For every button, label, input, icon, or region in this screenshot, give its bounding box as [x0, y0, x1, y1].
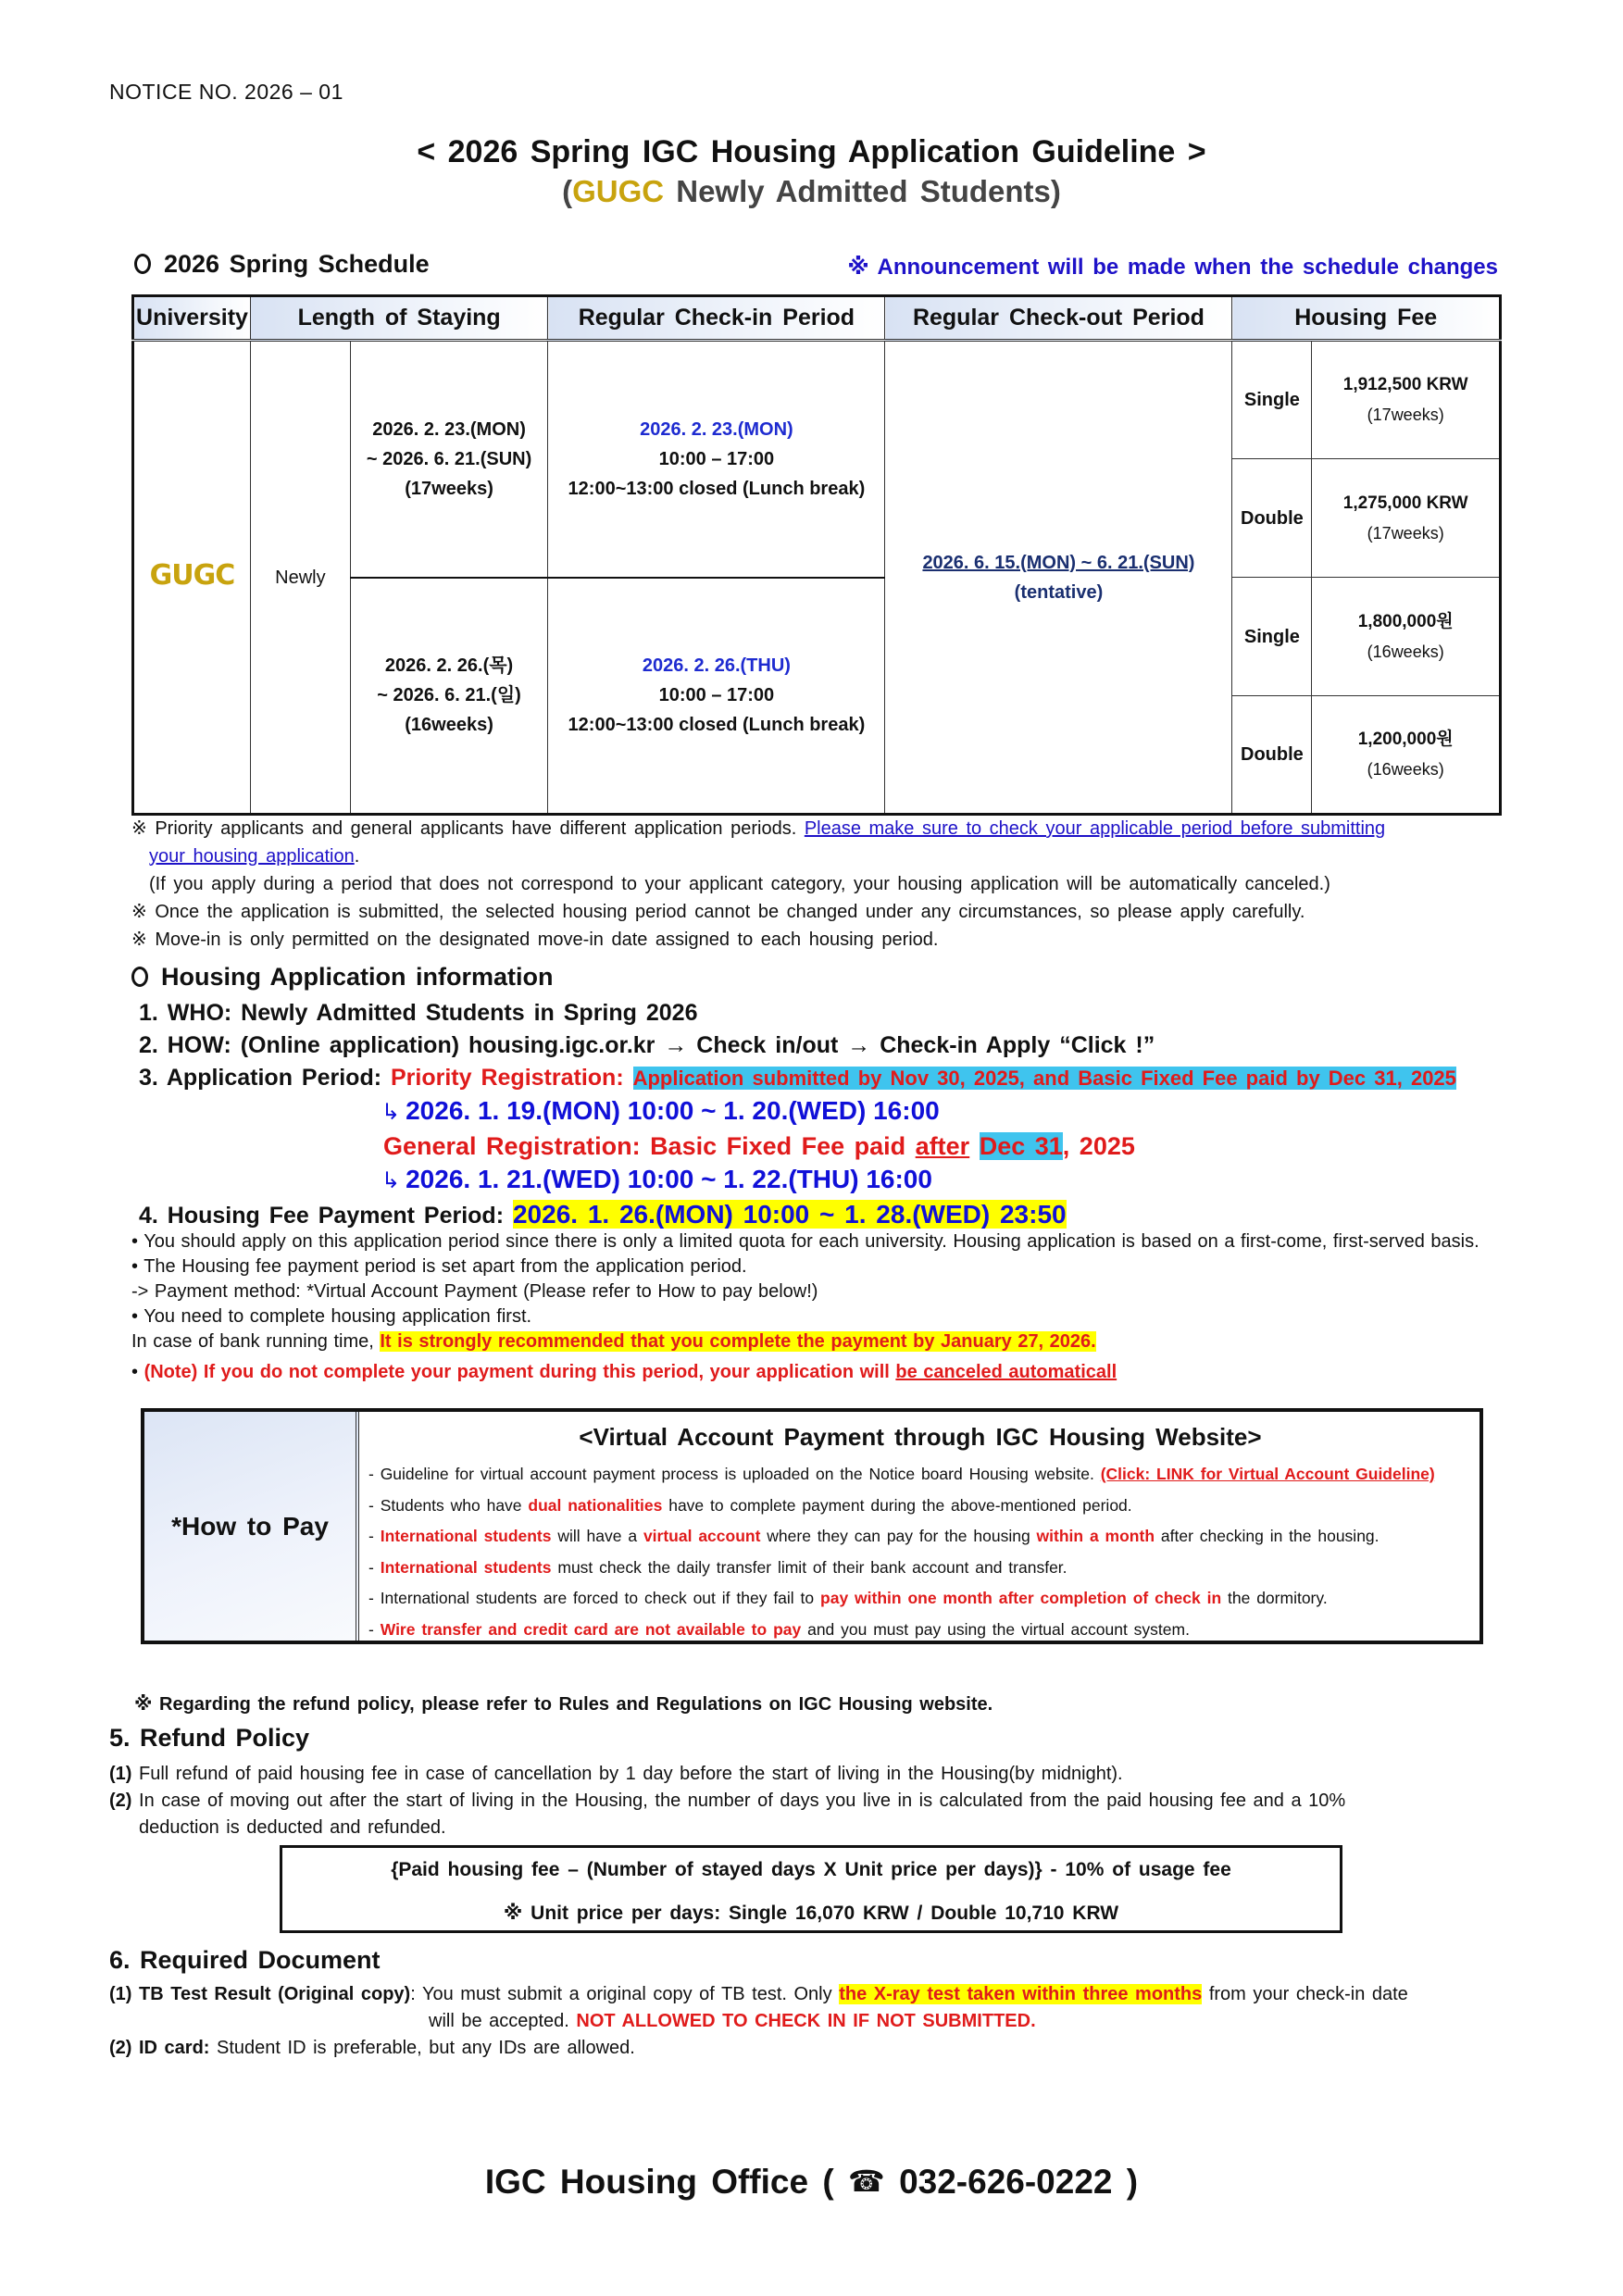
general-dates: 2026. 1. 21.(WED) 10:00 ~ 1. 22.(THU) 16:00	[406, 1165, 932, 1193]
refund-note: ※ Regarding the refund policy, please refer to Rules and Regulations on IGC Housing website.	[134, 1694, 993, 1715]
note-2: ※ Once the application is submitted, the selected housing period cannot be changed under any circumstances, so please apply carefully.	[131, 902, 1305, 922]
required-text: will be accepted.	[429, 2011, 577, 2031]
fee-weeks: (16weeks)	[1367, 760, 1444, 779]
bullet-3-sub-pre: In case of bank running time,	[131, 1331, 381, 1352]
fee-cell	[1312, 696, 1501, 815]
pay-text: -	[368, 1557, 381, 1577]
application-info-heading	[131, 963, 1539, 992]
bullet-1: • You should apply on this application period since there is only a limited quota for each university. Housing application is based on a first-come, first-served basis.	[131, 1231, 1479, 1252]
pay-line-6	[368, 1615, 1472, 1646]
notice-number: NOTICE NO. 2026 – 01	[109, 80, 343, 104]
pay-text: will have a	[551, 1527, 643, 1545]
pay-text: -	[368, 1619, 381, 1639]
pay-emph: dual nationalities	[528, 1495, 663, 1515]
fee-amount: 1,800,000원	[1357, 611, 1454, 631]
stay-period-1	[350, 341, 548, 578]
required-num: (2)	[109, 2038, 139, 2058]
refund-item-1	[109, 1761, 1526, 1788]
col-university: University	[133, 296, 251, 341]
how-to-pay-title: <Virtual Account Payment through IGC Housing Website>	[579, 1423, 1262, 1451]
bullet-3-sub	[131, 1329, 1539, 1354]
schedule-row	[133, 341, 1501, 459]
pay-text: the dormitory.	[1221, 1589, 1328, 1607]
checkout-period	[885, 341, 1232, 815]
pay-text: and you must pay using the virtual account system.	[801, 1619, 1190, 1639]
subtitle-rest: Newly Admitted Students	[664, 174, 1051, 208]
payment-dates: 2026. 1. 26.(MON) 10:00 ~ 1. 28.(WED) 23:50	[512, 1200, 1067, 1229]
application-info	[131, 963, 1539, 1232]
priority-dates-line	[131, 1094, 1539, 1129]
how-to-pay-box	[141, 1408, 1483, 1644]
general-line	[131, 1129, 1539, 1163]
phone-icon: ☎	[847, 2165, 885, 2198]
page-subtitle	[0, 174, 1623, 209]
fee-weeks: (17weeks)	[1367, 523, 1444, 543]
note-1-end: .	[354, 846, 360, 867]
schedule-heading-text: 2026 Spring Schedule	[164, 250, 430, 278]
fee-amount: 1,200,000원	[1357, 730, 1454, 749]
bullet-3: • You need to complete housing application first.	[131, 1306, 532, 1327]
checkin-period-1	[548, 341, 885, 578]
pay-line-4	[368, 1553, 1472, 1584]
checkout-date: 2026. 6. 15.(MON) ~ 6. 21.(SUN)	[922, 552, 1195, 573]
pay-emph: virtual account	[643, 1527, 761, 1545]
pay-text: after checking in the housing.	[1155, 1527, 1380, 1545]
refund-item-num: (1)	[109, 1764, 132, 1784]
pay-text: -	[368, 1527, 381, 1545]
priority-label: Priority Registration:	[391, 1065, 633, 1091]
refund-formula-box	[280, 1845, 1342, 1933]
pay-text: where they can pay for the housing	[760, 1527, 1037, 1545]
subtitle-university: GUGC	[572, 174, 665, 208]
pay-text: - International students are forced to check out if they fail to	[368, 1589, 821, 1607]
how-line: 2. HOW: (Online application) housing.igc.or.kr → Check in/out → Check-in Apply “Click !”	[139, 1032, 1155, 1058]
pay-line-1	[368, 1459, 1472, 1491]
virtual-account-guideline-link[interactable]: (Click: LINK for Virtual Account Guideline)	[1100, 1465, 1435, 1483]
stay-start: 2026. 2. 23.(MON)	[372, 418, 526, 440]
unit-price: ※ Unit price per days: Single 16,070 KRW / Double 10,710 KRW	[503, 1903, 1119, 1924]
general-year: , 2025	[1062, 1132, 1135, 1160]
refund-items	[109, 1761, 1526, 1841]
required-heading: 6. Required Document	[109, 1946, 381, 1974]
pay-emph: pay within one month after completion of check in	[820, 1589, 1222, 1607]
page-title: < 2026 Spring IGC Housing Application Guideline >	[417, 134, 1206, 169]
applicable-period-link[interactable]: Please make sure to check your applicable period before submitting	[804, 818, 1386, 839]
room-type: Single	[1232, 578, 1312, 696]
stay-weeks: (16weeks)	[405, 715, 493, 736]
room-type: Single	[1232, 341, 1312, 459]
bullet-3-highlight: It is strongly recommended that you complete the payment by January 27, 2026.	[380, 1331, 1096, 1352]
required-warning: NOT ALLOWED TO CHECK IN IF NOT SUBMITTED.	[576, 2011, 1036, 2031]
period-label: 3. Application Period:	[139, 1065, 391, 1091]
required-label: TB Test Result (Original copy)	[139, 1984, 411, 2004]
stay-start: 2026. 2. 26.(목)	[384, 655, 514, 677]
note-1-paren: (If you apply during a period that does not correspond to your applicant category, your housing application will be automatically canceled.)	[149, 874, 1330, 894]
col-checkin: Regular Check-in Period	[548, 296, 885, 341]
col-fee: Housing Fee	[1232, 296, 1501, 341]
sub-arrow-icon: ↳	[381, 1168, 401, 1193]
pay-text: must check the daily transfer limit of their bank account and transfer.	[551, 1557, 1067, 1577]
refund-item-text: In case of moving out after the start of living in the Housing, the number of days you live in is calculated from the paid housing fee and a 10%	[131, 1791, 1346, 1811]
col-length: Length of Staying	[250, 296, 547, 341]
period-line	[131, 1062, 1539, 1094]
note-1	[131, 815, 1520, 842]
pay-emph: Wire transfer and credit card are not available to pay	[380, 1619, 802, 1639]
priority-dates: 2026. 1. 19.(MON) 10:00 ~ 1. 20.(WED) 16:00	[406, 1096, 940, 1125]
pay-line-3	[368, 1521, 1472, 1553]
fee-weeks: (17weeks)	[1367, 406, 1444, 424]
schedule-notes	[131, 815, 1520, 954]
note-1-cont	[131, 842, 1520, 870]
general-after: after	[915, 1132, 970, 1160]
note-3: ※ Move-in is only permitted on the designated move-in date assigned to each housing period.	[131, 930, 939, 950]
bullet-4	[131, 1360, 1539, 1385]
required-item-2	[109, 2035, 1526, 2062]
office-contact	[0, 2163, 1623, 2202]
student-type-cell: Newly	[250, 341, 350, 815]
sub-arrow-icon: ↳	[381, 1100, 401, 1125]
bullet-2-sub: -> Payment method: *Virtual Account Payment (Please refer to How to pay below!)	[131, 1281, 818, 1302]
col-checkout: Regular Check-out Period	[885, 296, 1232, 341]
refund-item-num: (2)	[109, 1791, 132, 1811]
refund-item-text: Full refund of paid housing fee in case of cancellation by 1 day before the start of living in the Housing(by midnight).	[131, 1764, 1123, 1784]
required-text: : You must submit a original copy of TB test. Only	[410, 1984, 840, 2004]
payment-line	[131, 1198, 1539, 1232]
general-label: General Registration: Basic Fixed Fee paid	[383, 1132, 916, 1160]
checkin-date: 2026. 2. 26.(THU)	[642, 655, 791, 677]
pay-emph: International students	[380, 1557, 552, 1577]
schedule-heading	[134, 250, 430, 279]
required-items	[109, 1981, 1526, 2062]
fee-cell	[1312, 459, 1501, 578]
application-info-heading-text: Housing Application information	[161, 963, 554, 991]
fee-cell	[1312, 578, 1501, 696]
schedule-announcement: ※ Announcement will be made when the schedule changes	[847, 255, 1498, 280]
payment-label: 4. Housing Fee Payment Period:	[139, 1203, 513, 1229]
fee-weeks: (16weeks)	[1367, 642, 1444, 661]
pay-emph: International students	[380, 1527, 552, 1545]
checkin-closed: 12:00~13:00 closed (Lunch break)	[568, 478, 866, 499]
refund-formula: {Paid housing fee – (Number of stayed days X Unit price per days)} - 10% of usage fee	[391, 1859, 1231, 1880]
stay-weeks: (17weeks)	[405, 478, 493, 499]
fee-cell	[1312, 341, 1501, 459]
general-dates-line	[131, 1163, 1539, 1198]
pay-line-2	[368, 1491, 1472, 1522]
checkin-date: 2026. 2. 23.(MON)	[640, 418, 793, 440]
university-cell	[133, 341, 251, 815]
required-label: ID card:	[139, 2038, 210, 2058]
checkin-period-2	[548, 578, 885, 815]
required-item-1-cont	[109, 2008, 1526, 2035]
fee-amount: 1,275,000 KRW	[1342, 493, 1468, 513]
room-type: Double	[1232, 459, 1312, 578]
schedule-table	[131, 294, 1502, 816]
circle-bullet-icon	[134, 254, 151, 274]
applicable-period-link-cont[interactable]: your housing application	[149, 846, 355, 867]
refund-item-2	[109, 1788, 1526, 1815]
schedule-header-row	[133, 296, 1501, 341]
required-highlight: the X-ray test taken within three months	[839, 1984, 1203, 2004]
pay-text: have to complete payment during the above-mentioned period.	[662, 1495, 1132, 1515]
bullet-4-underline: be canceled automaticall	[895, 1362, 1117, 1382]
priority-condition: Application submitted by Nov 30, 2025, and Basic Fixed Fee paid by Dec 31, 2025	[632, 1067, 1456, 1090]
office-name: IGC Housing Office (	[484, 2163, 848, 2201]
required-num: (1)	[109, 1984, 139, 2004]
checkin-hours: 10:00 – 17:00	[658, 685, 775, 706]
bullet-4-text: (Note) If you do not complete your payment during this period, your application will	[144, 1362, 896, 1382]
pay-text: - Students who have	[368, 1495, 529, 1515]
checkout-note: (tentative)	[1014, 581, 1104, 603]
how-to-pay-content	[359, 1412, 1479, 1641]
subtitle-close: )	[1050, 174, 1061, 208]
room-type: Double	[1232, 696, 1312, 815]
refund-item-2-cont: deduction is deducted and refunded.	[139, 1817, 446, 1838]
required-item-1	[109, 1981, 1526, 2008]
pay-emph: within a month	[1036, 1527, 1155, 1545]
office-phone: 032-626-0222 )	[884, 2163, 1139, 2201]
how-to-pay-label: *How to Pay	[144, 1412, 359, 1641]
subtitle-open: (	[562, 174, 573, 208]
bullet-2: • The Housing fee payment period is set apart from the application period.	[131, 1256, 747, 1277]
required-text: Student ID is preferable, but any IDs are allowed.	[209, 2038, 635, 2058]
checkin-hours: 10:00 – 17:00	[658, 448, 775, 469]
pay-line-5	[368, 1583, 1472, 1615]
bullet-4-dot: •	[131, 1362, 144, 1382]
circle-bullet-icon	[131, 967, 148, 987]
refund-heading: 5. Refund Policy	[109, 1724, 310, 1752]
stay-end: ~ 2026. 6. 21.(일)	[377, 685, 521, 706]
note-1-text: ※ Priority applicants and general applicants have different application periods.	[131, 818, 805, 839]
pay-line-1-text: - Guideline for virtual account payment process is uploaded on the Notice board Housing website.	[368, 1465, 1101, 1483]
gugc-logo: GUGC	[149, 559, 235, 592]
stay-end: ~ 2026. 6. 21.(SUN)	[366, 448, 532, 469]
required-text: from your check-in date	[1202, 1984, 1408, 2004]
who-line: 1. WHO: Newly Admitted Students in Spring 2026	[139, 1000, 698, 1026]
payment-bullets	[131, 1229, 1539, 1385]
fee-amount: 1,912,500 KRW	[1342, 375, 1468, 394]
general-date-highlight: Dec 31	[979, 1132, 1063, 1160]
checkin-closed: 12:00~13:00 closed (Lunch break)	[568, 715, 866, 736]
stay-period-2	[350, 578, 548, 815]
